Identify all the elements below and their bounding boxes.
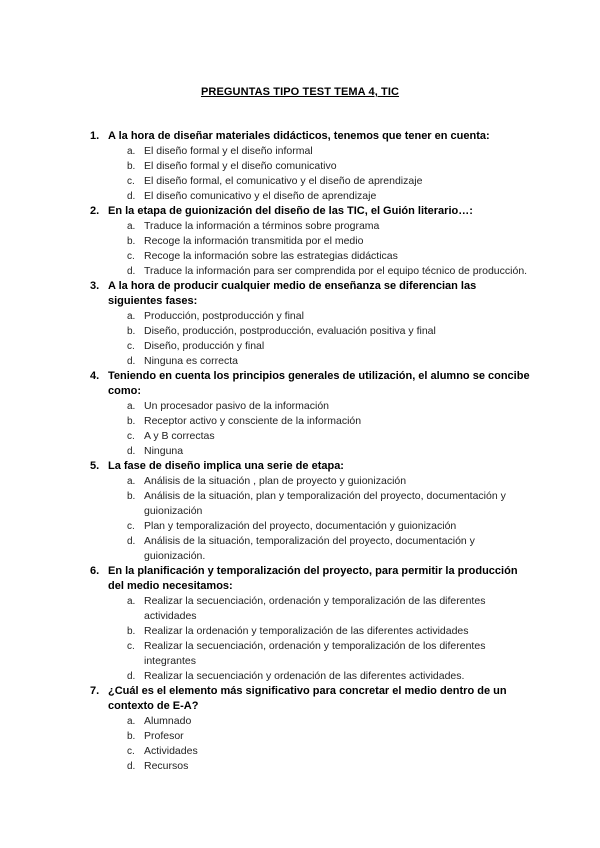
question-number: 4. bbox=[90, 370, 100, 382]
option-text: Diseño, producción, postproducción, evaluación positiva y final bbox=[144, 325, 436, 337]
option-letter: b. bbox=[127, 731, 136, 742]
option-letter: c. bbox=[127, 746, 135, 757]
option-letter: c. bbox=[127, 521, 135, 532]
option-text: Realizar la secuenciación, ordenación y temporalización de las diferentes actividades bbox=[144, 595, 486, 622]
question-number: 1. bbox=[90, 130, 100, 142]
question-2 bbox=[90, 204, 533, 279]
option-letter: d. bbox=[127, 266, 136, 277]
option-letter: a. bbox=[127, 311, 136, 322]
question-text: A la hora de diseñar materiales didácticos, tenemos que tener en cuenta: bbox=[108, 130, 490, 142]
option bbox=[93, 339, 533, 354]
option bbox=[93, 264, 533, 279]
option-letter: c. bbox=[127, 176, 135, 187]
option-text: El diseño formal, el comunicativo y el diseño de aprendizaje bbox=[144, 175, 423, 187]
option-letter: b. bbox=[127, 326, 136, 337]
option-text: Realizar la secuenciación, ordenación y temporalización de los diferentes integrantes bbox=[144, 640, 486, 667]
option-text: Recursos bbox=[144, 760, 189, 772]
question-6 bbox=[90, 564, 533, 684]
question-1 bbox=[90, 129, 533, 204]
option bbox=[93, 594, 533, 624]
question-text: ¿Cuál es el elemento más significativo para concretar el medio dentro de un contexto de E-A? bbox=[108, 685, 507, 712]
option-letter: c. bbox=[127, 251, 135, 262]
option-list bbox=[93, 474, 533, 564]
option-letter: a. bbox=[127, 596, 136, 607]
option-text: Recoge la información transmitida por el medio bbox=[144, 235, 364, 247]
option-text: Traduce la información a términos sobre programa bbox=[144, 220, 380, 232]
option-text: El diseño comunicativo y el diseño de aprendizaje bbox=[144, 190, 377, 202]
option-letter: b. bbox=[127, 491, 136, 502]
option bbox=[93, 489, 533, 519]
option-letter: a. bbox=[127, 401, 136, 412]
option bbox=[93, 354, 533, 369]
question-list bbox=[90, 129, 533, 774]
option bbox=[93, 744, 533, 759]
question-5 bbox=[90, 459, 533, 564]
question-number: 6. bbox=[90, 565, 100, 577]
option bbox=[93, 159, 533, 174]
option bbox=[93, 669, 533, 684]
question-number: 2. bbox=[90, 205, 100, 217]
option bbox=[93, 519, 533, 534]
option-text: Realizar la ordenación y temporalización de las diferentes actividades bbox=[144, 625, 469, 637]
option-text: El diseño formal y el diseño comunicativo bbox=[144, 160, 337, 172]
option-letter: c. bbox=[127, 431, 135, 442]
question-number: 7. bbox=[90, 685, 100, 697]
option-letter: b. bbox=[127, 416, 136, 427]
option-text: Ninguna bbox=[144, 445, 184, 457]
option bbox=[93, 249, 533, 264]
option-text: Alumnado bbox=[144, 715, 192, 727]
question-text: En la planificación y temporalización del proyecto, para permitir la producción del medio necesitamos: bbox=[108, 565, 518, 592]
option-letter: d. bbox=[127, 191, 136, 202]
option bbox=[93, 759, 533, 774]
question-text: Teniendo en cuenta los principios generales de utilización, el alumno se concibe como: bbox=[108, 370, 530, 397]
page-title: PREGUNTAS TIPO TEST TEMA 4, TIC bbox=[200, 86, 400, 98]
option-list bbox=[93, 144, 533, 204]
option-list bbox=[93, 219, 533, 279]
option-list bbox=[93, 594, 533, 684]
option-letter: a. bbox=[127, 146, 136, 157]
question-text: En la etapa de guionización del diseño de las TIC, el Guión literario…: bbox=[108, 205, 473, 217]
option-letter: c. bbox=[127, 341, 135, 352]
question-number: 5. bbox=[90, 460, 100, 472]
question-number: 3. bbox=[90, 280, 100, 292]
option-list bbox=[93, 714, 533, 774]
option-letter: a. bbox=[127, 221, 136, 232]
option bbox=[93, 414, 533, 429]
option-text: A y B correctas bbox=[144, 430, 215, 442]
option bbox=[93, 399, 533, 414]
option-text: Producción, postproducción y final bbox=[144, 310, 304, 322]
option-letter: d. bbox=[127, 671, 136, 682]
option-letter: c. bbox=[127, 641, 135, 652]
option-text: Ninguna es correcta bbox=[144, 355, 238, 367]
option-text: Diseño, producción y final bbox=[144, 340, 265, 352]
option-list bbox=[93, 399, 533, 459]
option-letter: b. bbox=[127, 626, 136, 637]
option-text: Análisis de la situación, plan y temporalización del proyecto, documentación y guionización bbox=[144, 490, 506, 517]
option bbox=[93, 534, 533, 564]
question-3 bbox=[90, 279, 533, 369]
option-letter: b. bbox=[127, 236, 136, 247]
option-text: Recoge la información sobre las estrategias didácticas bbox=[144, 250, 398, 262]
option bbox=[93, 714, 533, 729]
option-text: Profesor bbox=[144, 730, 184, 742]
option bbox=[93, 174, 533, 189]
option bbox=[93, 624, 533, 639]
option-text: Un procesador pasivo de la información bbox=[144, 400, 330, 412]
option bbox=[93, 309, 533, 324]
option-letter: d. bbox=[127, 356, 136, 367]
option-text: Realizar la secuenciación y ordenación de las diferentes actividades. bbox=[144, 670, 465, 682]
option bbox=[93, 234, 533, 249]
question-text: A la hora de producir cualquier medio de enseñanza se diferencian las siguientes fases: bbox=[108, 280, 477, 307]
option-text: Traduce la información para ser comprendida por el equipo técnico de producción. bbox=[144, 265, 528, 277]
option bbox=[93, 219, 533, 234]
option-letter: b. bbox=[127, 161, 136, 172]
option-text: Plan y temporalización del proyecto, documentación y guionización bbox=[144, 520, 457, 532]
option-text: El diseño formal y el diseño informal bbox=[144, 145, 313, 157]
option-text: Receptor activo y consciente de la información bbox=[144, 415, 362, 427]
option-letter: a. bbox=[127, 476, 136, 487]
option bbox=[93, 639, 533, 669]
option-text: Análisis de la situación , plan de proyecto y guionización bbox=[144, 475, 407, 487]
option-text: Actividades bbox=[144, 745, 198, 757]
option-list bbox=[93, 309, 533, 369]
option-letter: a. bbox=[127, 716, 136, 727]
option bbox=[93, 324, 533, 339]
option bbox=[93, 144, 533, 159]
option-letter: d. bbox=[127, 761, 136, 772]
option bbox=[93, 429, 533, 444]
option-letter: d. bbox=[127, 446, 136, 457]
option-letter: d. bbox=[127, 536, 136, 547]
option bbox=[93, 444, 533, 459]
question-7 bbox=[90, 684, 533, 774]
question-4 bbox=[90, 369, 533, 459]
option-text: Análisis de la situación, temporalización del proyecto, documentación y guionización. bbox=[144, 535, 475, 562]
question-text: La fase de diseño implica una serie de etapa: bbox=[108, 460, 344, 472]
option bbox=[93, 729, 533, 744]
option bbox=[93, 189, 533, 204]
option bbox=[93, 474, 533, 489]
